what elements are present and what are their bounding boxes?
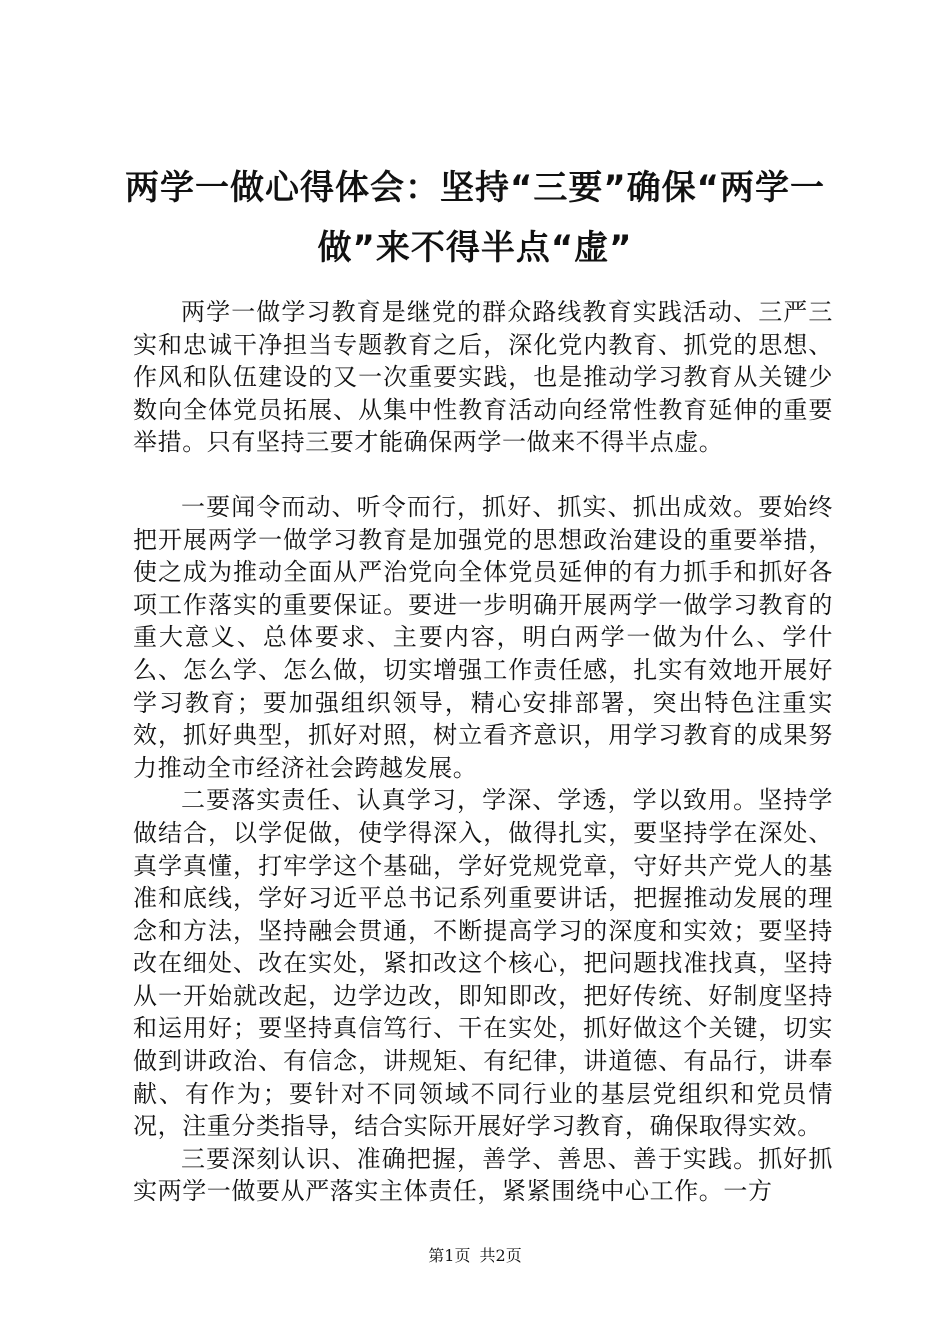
paragraph-point-two: 二要落实责任、认真学习，学深、学透，学以致用。坚持学做结合，以学促做，使学得深入，做得扎实，要坚持学在深处、真学真懂，打牢学这个基础，学好党规党章，守好共产党人的基准和底线，学好习近平总书记系列重要讲话，把握推动发展的理念和方法，坚持融会贯通，不断提高学习的深度和实效；要坚持改在细处、改在实处，紧扣改这个核心，把问题找准找真，坚持从一开始就改起，边学边改，即知即改，把好传统、好制度坚持和运用好；要坚持真信笃行、干在实处，抓好做这个关键，切实做到讲政治、有信念，讲规矩、有纪律，讲道德、有品行，讲奉献、有作为；要针对不同领域不同行业的基层党组织和党员情况，注重分类指导，结合实际开展好学习教育，确保取得实效。: [133, 786, 833, 1141]
paragraph-intro: 两学一做学习教育是继党的群众路线教育实践活动、三严三实和忠诚干净担当专题教育之后，深化党内教育、抓党的思想、作风和队伍建设的又一次重要实践，也是推动学习教育从关键少数向全体党员拓展、从集中性教育活动向经常性教育延伸的重要举措。只有坚持三要才能确保两学一做来不得半点虚。: [133, 298, 833, 457]
document-body: [133, 296, 833, 1208]
document-title: 两学一做心得体会：坚持“三要”确保“两学一做”来不得半点“虚”: [124, 168, 826, 268]
page-number: 第1页: [428, 1246, 471, 1265]
page-total: 共2页: [479, 1246, 522, 1265]
page-footer: [0, 1246, 950, 1266]
paragraph-point-one: 一要闻令而动、听令而行，抓好、抓实、抓出成效。要始终把开展两学一做学习教育是加强党的思想政治建设的重要举措，使之成为推动全面从严治党向全体党员延伸的有力抓手和抓好各项工作落实的重要保证。要进一步明确开展两学一做学习教育的重大意义、总体要求、主要内容，明白两学一做为什么、学什么、怎么学、怎么做，切实增强工作责任感，扎实有效地开展好学习教育；要加强组织领导，精心安排部署，突出特色注重实效，抓好典型，抓好对照，树立看齐意识，用学习教育的成果努力推动全市经济社会跨越发展。: [133, 492, 833, 782]
paragraph-point-three: 三要深刻认识、准确把握，善学、善思、善于实践。抓好抓实两学一做要从严落实主体责任，紧紧围绕中心工作。一方: [133, 1144, 833, 1206]
